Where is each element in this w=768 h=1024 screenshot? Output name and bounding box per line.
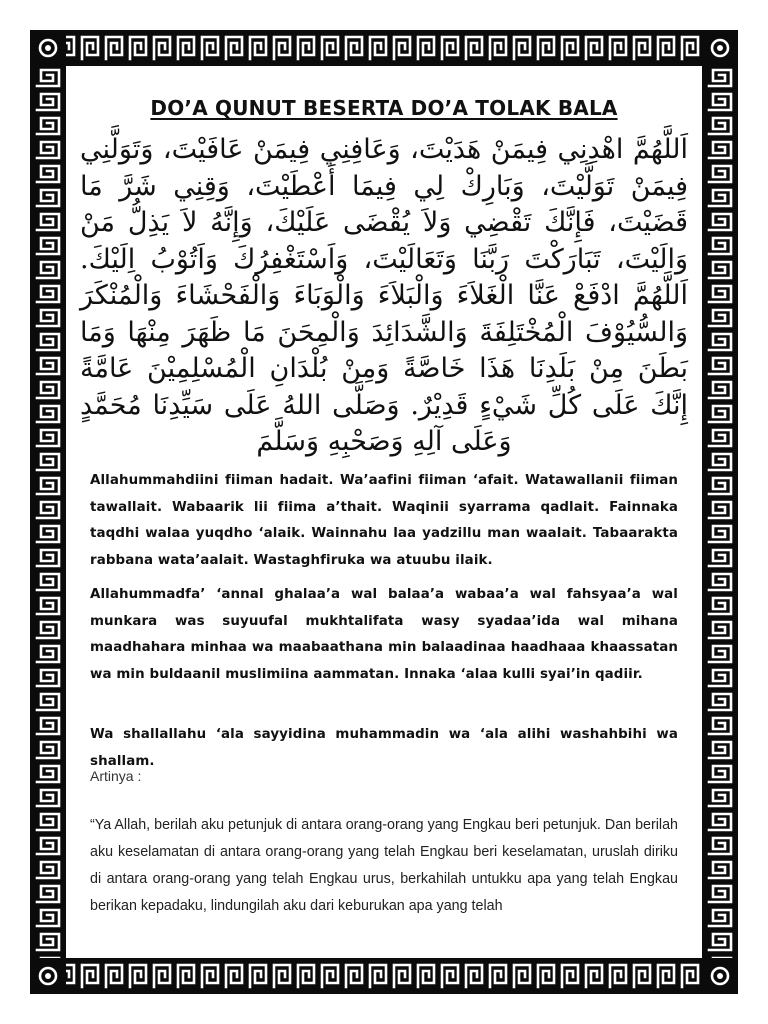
artinya-label: Artinya : xyxy=(90,768,142,784)
border-right-greek-key xyxy=(702,66,738,958)
greek-key-pattern-bottom xyxy=(30,958,738,994)
transliteration-paragraph-3: Wa shallallahu ‘ala sayyidina muhammadin wa ‘ala alihi washahbihi wa shallam. xyxy=(90,727,678,769)
greek-key-pattern-top xyxy=(30,30,738,66)
translation-paragraph: “Ya Allah, berilah aku petunjuk di antara orang-orang yang Engkau beri petunjuk. Dan berilah aku keselamatan di antara orang-orang yang telah Engkau beri keselamatan, uruslah diriku di antara orang-orang yang telah Engkau urus, berkahilah untukku apa yang telah Engkau berikan kepadaku, lindungilah aku dari keburukan apa yang telah xyxy=(90,817,678,914)
border-left-greek-key xyxy=(30,66,66,958)
greek-key-pattern-right xyxy=(702,66,738,958)
border-bottom-greek-key xyxy=(30,958,738,994)
transliteration-paragraph-1: Allahummahdiini fiiman hadait. Wa’aafini fiiman ‘afait. Watawallanii fiiman tawallait. Wabaarik lii fiima a’thait. Waqinii syarrama qadlait. Fainnaka taqdhi walaa yuqdho ‘alaik. Wainnahu laa yadzillu man waalait. Tabaarakta rabbana wata’aalait. Wastaghfiruka wa atuubu ilaik. xyxy=(90,473,678,568)
arabic-prayer-text: اَللَّهُمَّ اهْدِنِي فِيمَنْ هَدَيْتَ، وَعَافِنِي فِيمَنْ عَافَيْتَ، وَتَوَلَّنِي فِيمَنْ تَوَلَّيْتَ، وَبَارِكْ لِي فِيمَا أَعْطَيْتَ، وَقِنِي شَرَّ مَا قَضَيْتَ، فَإِنَّكَ تَقْضِي وَلاَ يُقْضَى عَلَيْكَ، وَإِنَّهُ لاَ يَذِلُّ مَنْ وَالَيْتَ، تَبَارَكْتَ رَبَّنَا وَتَعَالَيْتَ، وَاَسْتَغْفِرُكَ وَاَتُوْبُ اِلَيْكَ. اَللَّهُمَّ ادْفَعْ عَنَّا الْغَلاَءَ وَالْبَلاَءَ وَالْوَبَاءَ وَالْفَحْشَاءَ وَالْمُنْكَرَ وَالسُّيُوْفَ الْمُخْتَلِفَةَ وَالشَّدَائِدَ وَالْمِحَنَ مَا ظَهَرَ مِنْهَا وَمَا بَطَنَ مِنْ بَلَدِنَا هَذَا خَاصَّةً وَمِنْ بُلْدَانِ الْمُسْلِمِيْنَ عَامَّةً إِنَّكَ عَلَى كُلِّ شَيْءٍ قَدِيْرٌ. وَصَلَّى اللهُ عَلَى سَيِّدِنَا مُحَمَّدٍ وَعَلَى آلِهِ وَصَحْبِهِ وَسَلَّمَ xyxy=(80,134,688,457)
document-page xyxy=(66,66,702,958)
transliteration-paragraph-2: Allahummadfa’ ‘annal ghalaa’a wal balaa’a wabaa’a wal fahsyaa’a wal munkara was suyuufal mukhtalifata wasy syadaa’ida wal mihana maadhahara minhaa wa maabaathana min balaadinaa haadhaaa khaassatan wa min buldaanil muslimiina aammatan. Innaka ‘alaa kulli syai’in qadiir. xyxy=(90,587,678,682)
greek-key-pattern-left xyxy=(30,66,66,958)
document-title: DO’A QUNUT BESERTA DO’A TOLAK BALA xyxy=(150,96,618,120)
border-top-greek-key xyxy=(30,30,738,66)
